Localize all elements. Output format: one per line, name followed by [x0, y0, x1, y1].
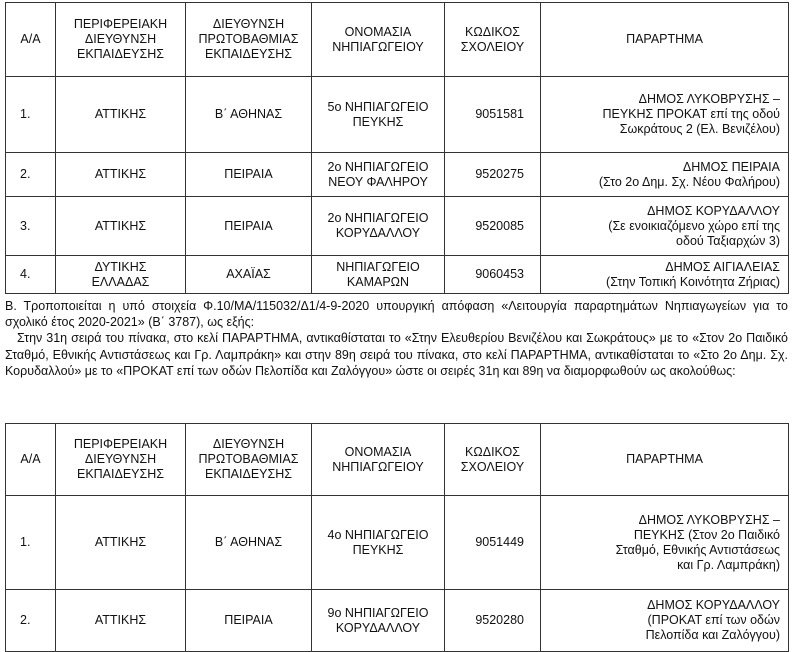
- cell-aa: 2.: [6, 590, 56, 652]
- header-region: ΠΕΡΙΦΕΡΕΙΑΚΗ ΔΙΕΥΘΥΝΣΗ ΕΚΠΑΙΔΕΥΣΗΣ: [56, 424, 186, 496]
- header-row: [6, 424, 789, 496]
- table-row: [6, 77, 789, 153]
- cell-directorate: ΑΧΑΪΑΣ: [186, 256, 312, 294]
- schools-table-2: [5, 423, 789, 652]
- cell-region: ΑΤΤΙΚΗΣ: [56, 153, 186, 197]
- header-region: ΠΕΡΙΦΕΡΕΙΑΚΗ ΔΙΕΥΘΥΝΣΗ ΕΚΠΑΙΔΕΥΣΗΣ: [56, 3, 186, 77]
- header-row: [6, 3, 789, 77]
- table-row: [6, 153, 789, 197]
- header-code: ΚΩΔΙΚΟΣ ΣΧΟΛΕΙΟΥ: [445, 424, 541, 496]
- cell-directorate: Β΄ ΑΘΗΝΑΣ: [186, 496, 312, 590]
- cell-code: 9520280: [445, 590, 541, 652]
- header-directorate: ΔΙΕΥΘΥΝΣΗ ΠΡΩΤΟΒΑΘΜΙΑΣ ΕΚΠΑΙΔΕΥΣΗΣ: [186, 424, 312, 496]
- header-annex: ΠΑΡΑΡΤΗΜΑ: [541, 424, 789, 496]
- header-name: ΟΝΟΜΑΣΙΑ ΝΗΠΙΑΓΩΓΕΙΟΥ: [312, 3, 445, 77]
- cell-name: 2ο ΝΗΠΙΑΓΩΓΕΙΟ ΝΕΟΥ ΦΑΛΗΡΟΥ: [312, 153, 445, 197]
- table-row: [6, 496, 789, 590]
- header-aa: Α/Α: [6, 3, 56, 77]
- cell-name: 5ο ΝΗΠΙΑΓΩΓΕΙΟ ΠΕΥΚΗΣ: [312, 77, 445, 153]
- amendment-text: [5, 298, 788, 379]
- cell-code: 9060453: [445, 256, 541, 294]
- cell-code: 9520085: [445, 197, 541, 256]
- table-row: [6, 256, 789, 294]
- header-directorate: ΔΙΕΥΘΥΝΣΗ ΠΡΩΤΟΒΑΘΜΙΑΣ ΕΚΠΑΙΔΕΥΣΗΣ: [186, 3, 312, 77]
- cell-name: 4ο ΝΗΠΙΑΓΩΓΕΙΟ ΠΕΥΚΗΣ: [312, 496, 445, 590]
- cell-annex: ΔΗΜΟΣ ΛΥΚΟΒΡΥΣΗΣ – ΠΕΥΚΗΣ (Στον 2ο Παιδικό Σταθμό, Εθνικής Αντιστάσεως και Γρ. Λαμπράκη): [541, 496, 789, 590]
- cell-annex: ΔΗΜΟΣ ΚΟΡΥΔΑΛΛΟΥ (ΠΡΟΚΑΤ επί των οδών Πελοπίδα και Ζαλόγγου): [541, 590, 789, 652]
- table-row: [6, 197, 789, 256]
- cell-annex: ΔΗΜΟΣ ΚΟΡΥΔΑΛΛΟΥ (Σε ενοικιαζόμενο χώρο επί της οδού Ταξιαρχών 3): [541, 197, 789, 256]
- cell-name: 9ο ΝΗΠΙΑΓΩΓΕΙΟ ΚΟΡΥΔΑΛΛΟΥ: [312, 590, 445, 652]
- cell-code: 9051449: [445, 496, 541, 590]
- cell-region: ΔΥΤΙΚΗΣ ΕΛΛΑΔΑΣ: [56, 256, 186, 294]
- cell-region: ΑΤΤΙΚΗΣ: [56, 496, 186, 590]
- header-code: ΚΩΔΙΚΟΣ ΣΧΟΛΕΙΟΥ: [445, 3, 541, 77]
- header-aa: Α/Α: [6, 424, 56, 496]
- amendment-intro: Β. Τροποποιείται η υπό στοιχεία Φ.10/ΜΑ/115032/Δ1/4-9-2020 υπουργική απόφαση «Λειτουργία παραρτημάτων Νηπιαγωγείων για το σχολικό έτος 2020-2021» (Β΄ 3787), ως εξής:: [5, 299, 788, 330]
- amendment-body: Στην 31η σειρά του πίνακα, στο κελί ΠΑΡΑΡΤΗΜΑ, αντικαθίσταται το «Στην Ελευθερίου Βενιζέλου και Σωκράτους» με το «Στον 2ο Παιδικό Σταθμό, Εθνικής Αντιστάσεως και Γρ. Λαμπράκη» και στην 89η σειρά του πίνακα, στο κελί ΠΑΡΑΡΤΗΜΑ, αντικαθίσταται το «Στο 2ο Δημ. Σχ. Κορυδαλλού» με το «ΠΡΟΚΑΤ επί των οδών Πελοπίδα και Ζαλόγγου» ώστε οι σειρές 31η και 89η να διαμορφωθούν ως ακολούθως:: [5, 331, 788, 378]
- cell-annex: ΔΗΜΟΣ ΠΕΙΡΑΙΑ (Στο 2ο Δημ. Σχ. Νέου Φαλήρου): [541, 153, 789, 197]
- cell-name: ΝΗΠΙΑΓΩΓΕΙΟ ΚΑΜΑΡΩΝ: [312, 256, 445, 294]
- cell-region: ΑΤΤΙΚΗΣ: [56, 197, 186, 256]
- cell-annex: ΔΗΜΟΣ ΑΙΓΙΑΛΕΙΑΣ (Στην Τοπική Κοινότητα Ζήριας): [541, 256, 789, 294]
- cell-aa: 1.: [6, 496, 56, 590]
- cell-aa: 4.: [6, 256, 56, 294]
- cell-directorate: Β΄ ΑΘΗΝΑΣ: [186, 77, 312, 153]
- cell-code: 9520275: [445, 153, 541, 197]
- header-name: ΟΝΟΜΑΣΙΑ ΝΗΠΙΑΓΩΓΕΙΟΥ: [312, 424, 445, 496]
- cell-directorate: ΠΕΙΡΑΙΑ: [186, 153, 312, 197]
- table-row: [6, 590, 789, 652]
- cell-region: ΑΤΤΙΚΗΣ: [56, 77, 186, 153]
- schools-table-1: [5, 2, 789, 294]
- cell-annex: ΔΗΜΟΣ ΛΥΚΟΒΡΥΣΗΣ – ΠΕΥΚΗΣ ΠΡΟΚΑΤ επί της οδού Σωκράτους 2 (Ελ. Βενιζέλου): [541, 77, 789, 153]
- cell-name: 2ο ΝΗΠΙΑΓΩΓΕΙΟ ΚΟΡΥΔΑΛΛΟΥ: [312, 197, 445, 256]
- cell-aa: 2.: [6, 153, 56, 197]
- cell-directorate: ΠΕΙΡΑΙΑ: [186, 590, 312, 652]
- cell-code: 9051581: [445, 77, 541, 153]
- cell-aa: 1.: [6, 77, 56, 153]
- header-annex: ΠΑΡΑΡΤΗΜΑ: [541, 3, 789, 77]
- cell-aa: 3.: [6, 197, 56, 256]
- cell-region: ΑΤΤΙΚΗΣ: [56, 590, 186, 652]
- cell-directorate: ΠΕΙΡΑΙΑ: [186, 197, 312, 256]
